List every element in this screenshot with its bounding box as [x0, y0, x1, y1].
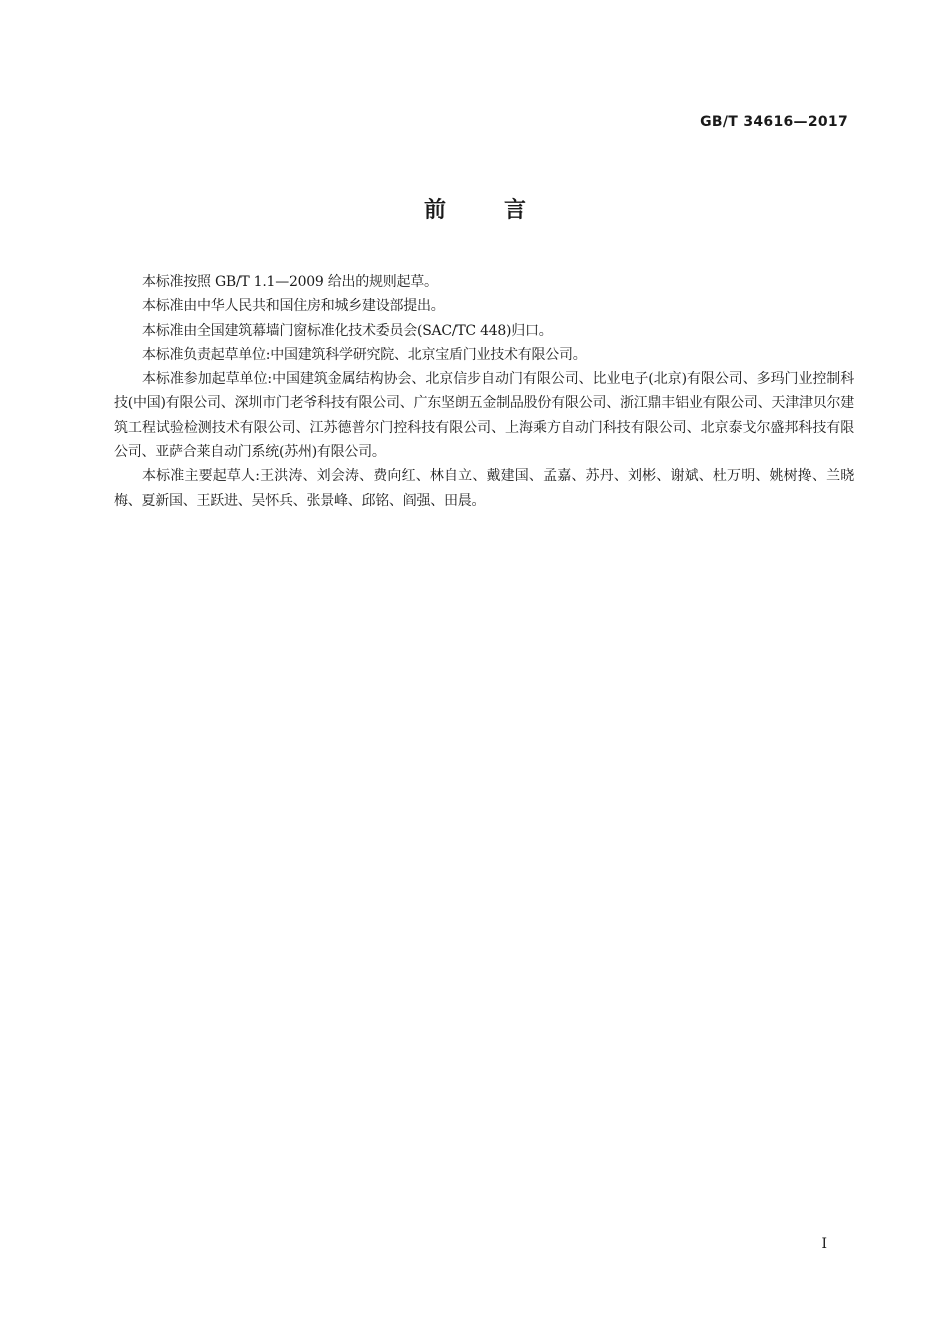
foreword-body — [114, 270, 854, 513]
paragraph-participating-drafters: 本标准参加起草单位:中国建筑金属结构协会、北京信步自动门有限公司、比业电子(北京)有限公司、多玛门业控制科技(中国)有限公司、深圳市门老爷科技有限公司、广东坚朗五金制品股份有限公司、浙江鼎丰铝业有限公司、天津津贝尔建筑工程试验检测技术有限公司、江苏德普尔门控科技有限公司、上海乘方自动门科技有限公司、北京泰戈尔盛邦科技有限公司、亚萨合莱自动门系统(苏州)有限公司。 — [114, 371, 854, 461]
standard-code: GB/T 34616—2017 — [700, 114, 848, 130]
paragraph-technical-committee: 本标准由全国建筑幕墙门窗标准化技术委员会(SAC/TC 448)归口。 — [142, 322, 553, 339]
paragraph-main-drafters: 本标准主要起草人:王洪涛、刘会涛、费向红、林自立、戴建国、孟嘉、苏丹、刘彬、谢斌、杜万明、姚树搀、兰晓梅、夏新国、王跃进、吴怀兵、张景峰、邱铭、阎强、田晨。 — [114, 468, 854, 509]
page-title — [0, 196, 950, 226]
paragraph-responsible-drafters: 本标准负责起草单位:中国建筑科学研究院、北京宝盾门业技术有限公司。 — [142, 346, 587, 363]
paragraph-proposer: 本标准由中华人民共和国住房和城乡建设部提出。 — [142, 298, 445, 315]
page-title-char-2: 言 — [504, 198, 527, 223]
page-number: I — [821, 1236, 827, 1252]
paragraph-drafting-rules: 本标准按照 GB/T 1.1—2009 给出的规则起草。 — [142, 274, 438, 290]
page-title-char-1: 前 — [423, 198, 446, 223]
